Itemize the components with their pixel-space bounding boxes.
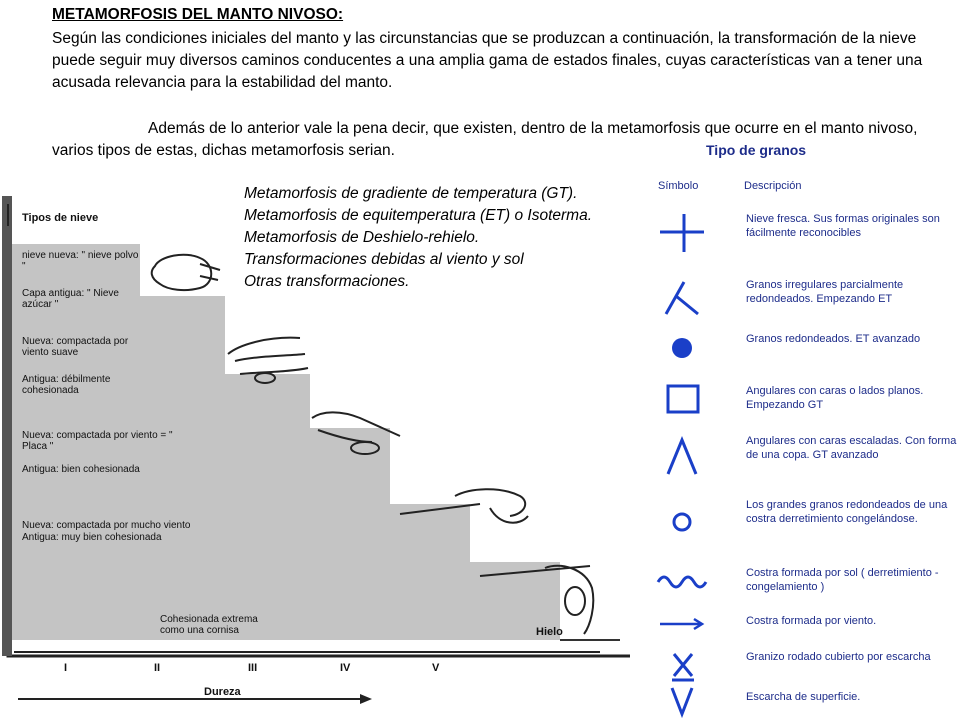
hardness-diagram [0,196,640,720]
grain-description: Angulares con caras o lados planos. Empezando GT [746,385,924,411]
types-paragraph: Además de lo anterior vale la pena decir, que existen, dentro de la metamorfosis que ocurre en el manto nivoso, varios tipos de estas, dichas metamorfosis serian. [52,120,918,159]
ice-label: Hielo [536,626,563,638]
grain-description: Nieve fresca. Sus formas originales son fácilmente reconocibles [746,213,940,239]
lambda-icon [654,274,710,318]
page-title: METAMORFOSIS DEL MANTO NIVOSO: [52,6,344,23]
hardness-arrow-head [360,694,372,704]
list-item: Metamorfosis de equitemperatura (ET) o Isoterma. [244,207,593,224]
filled-circle-icon [654,328,710,372]
caret-icon [654,434,710,478]
grain-type-panel [646,138,960,720]
snow-type-label: Antigua: débilmente cohesionada [22,374,111,396]
grain-description: Angulares con caras escaladas. Con forma de una copa. GT avanzado [746,435,957,461]
level-label: IV [340,662,351,674]
grain-description: Granos redondeados. ET avanzado [746,333,921,345]
snow-type-label: nieve nueva: " nieve polvo " [22,250,139,272]
grain-panel-title: Tipo de granos [706,142,807,158]
description-column-header: Descripción [744,180,802,192]
y-axis-title: Tipos de nieve [22,212,99,224]
snow-type-label: Antigua: bien cohesionada [22,464,140,475]
snow-type-label: Antigua: muy bien cohesionada [22,532,162,543]
hardness-diagram-graphic [0,196,640,720]
level-label: V [432,662,440,674]
plus-icon [654,210,710,254]
wave-icon [654,562,710,606]
v-icon [654,684,710,728]
grain-description: Costra formada por viento. [746,615,877,627]
grain-description: Escarcha de superficie. [746,691,861,703]
intro-paragraph: Según las condiciones iniciales del manto y las circunstancias que se produzcan a continuación, la transformación de la nieve puede seguir muy diversos caminos conducentes a una amplia gama de estados finales, cuyas características van a tener una acusada relevancia para la estabilidad del manto. [52,30,923,91]
grain-description: Costra formada por sol ( derretimiento - congelamiento ) [746,567,939,593]
square-icon [654,378,710,422]
list-item: Metamorfosis de gradiente de temperatura (GT). [244,185,578,202]
snow-type-label: Capa antigua: " Nieve azúcar " [22,288,119,310]
grain-description: Los grandes granos redondeados de una costra derretimiento congelándose. [746,499,948,525]
left-band [2,196,12,656]
snow-type-label: Nueva: compactada por viento suave [22,336,129,358]
snow-type-label: Nueva: compactada por viento = " Placa " [22,430,173,452]
level-label: I [64,662,68,674]
snow-type-label: Cohesionada extrema como una cornisa [160,614,258,636]
x-axis-title: Dureza [204,686,241,698]
level-label: III [248,662,258,674]
symbol-column-header: Símbolo [658,180,699,192]
level-label: II [154,662,161,674]
list-item: Transformaciones debidas al viento y sol [244,251,524,268]
grain-description: Granos irregulares parcialmente redondeados. Empezando ET [746,279,904,305]
snow-type-label: Nueva: compactada por mucho viento [22,520,191,531]
list-item: Metamorfosis de Deshielo-rehielo. [244,229,480,246]
grain-description: Granizo rodado cubierto por escarcha [746,651,931,663]
list-item: Otras transformaciones. [244,273,410,290]
fist-hand [152,255,220,290]
open-circle-icon [654,502,710,546]
